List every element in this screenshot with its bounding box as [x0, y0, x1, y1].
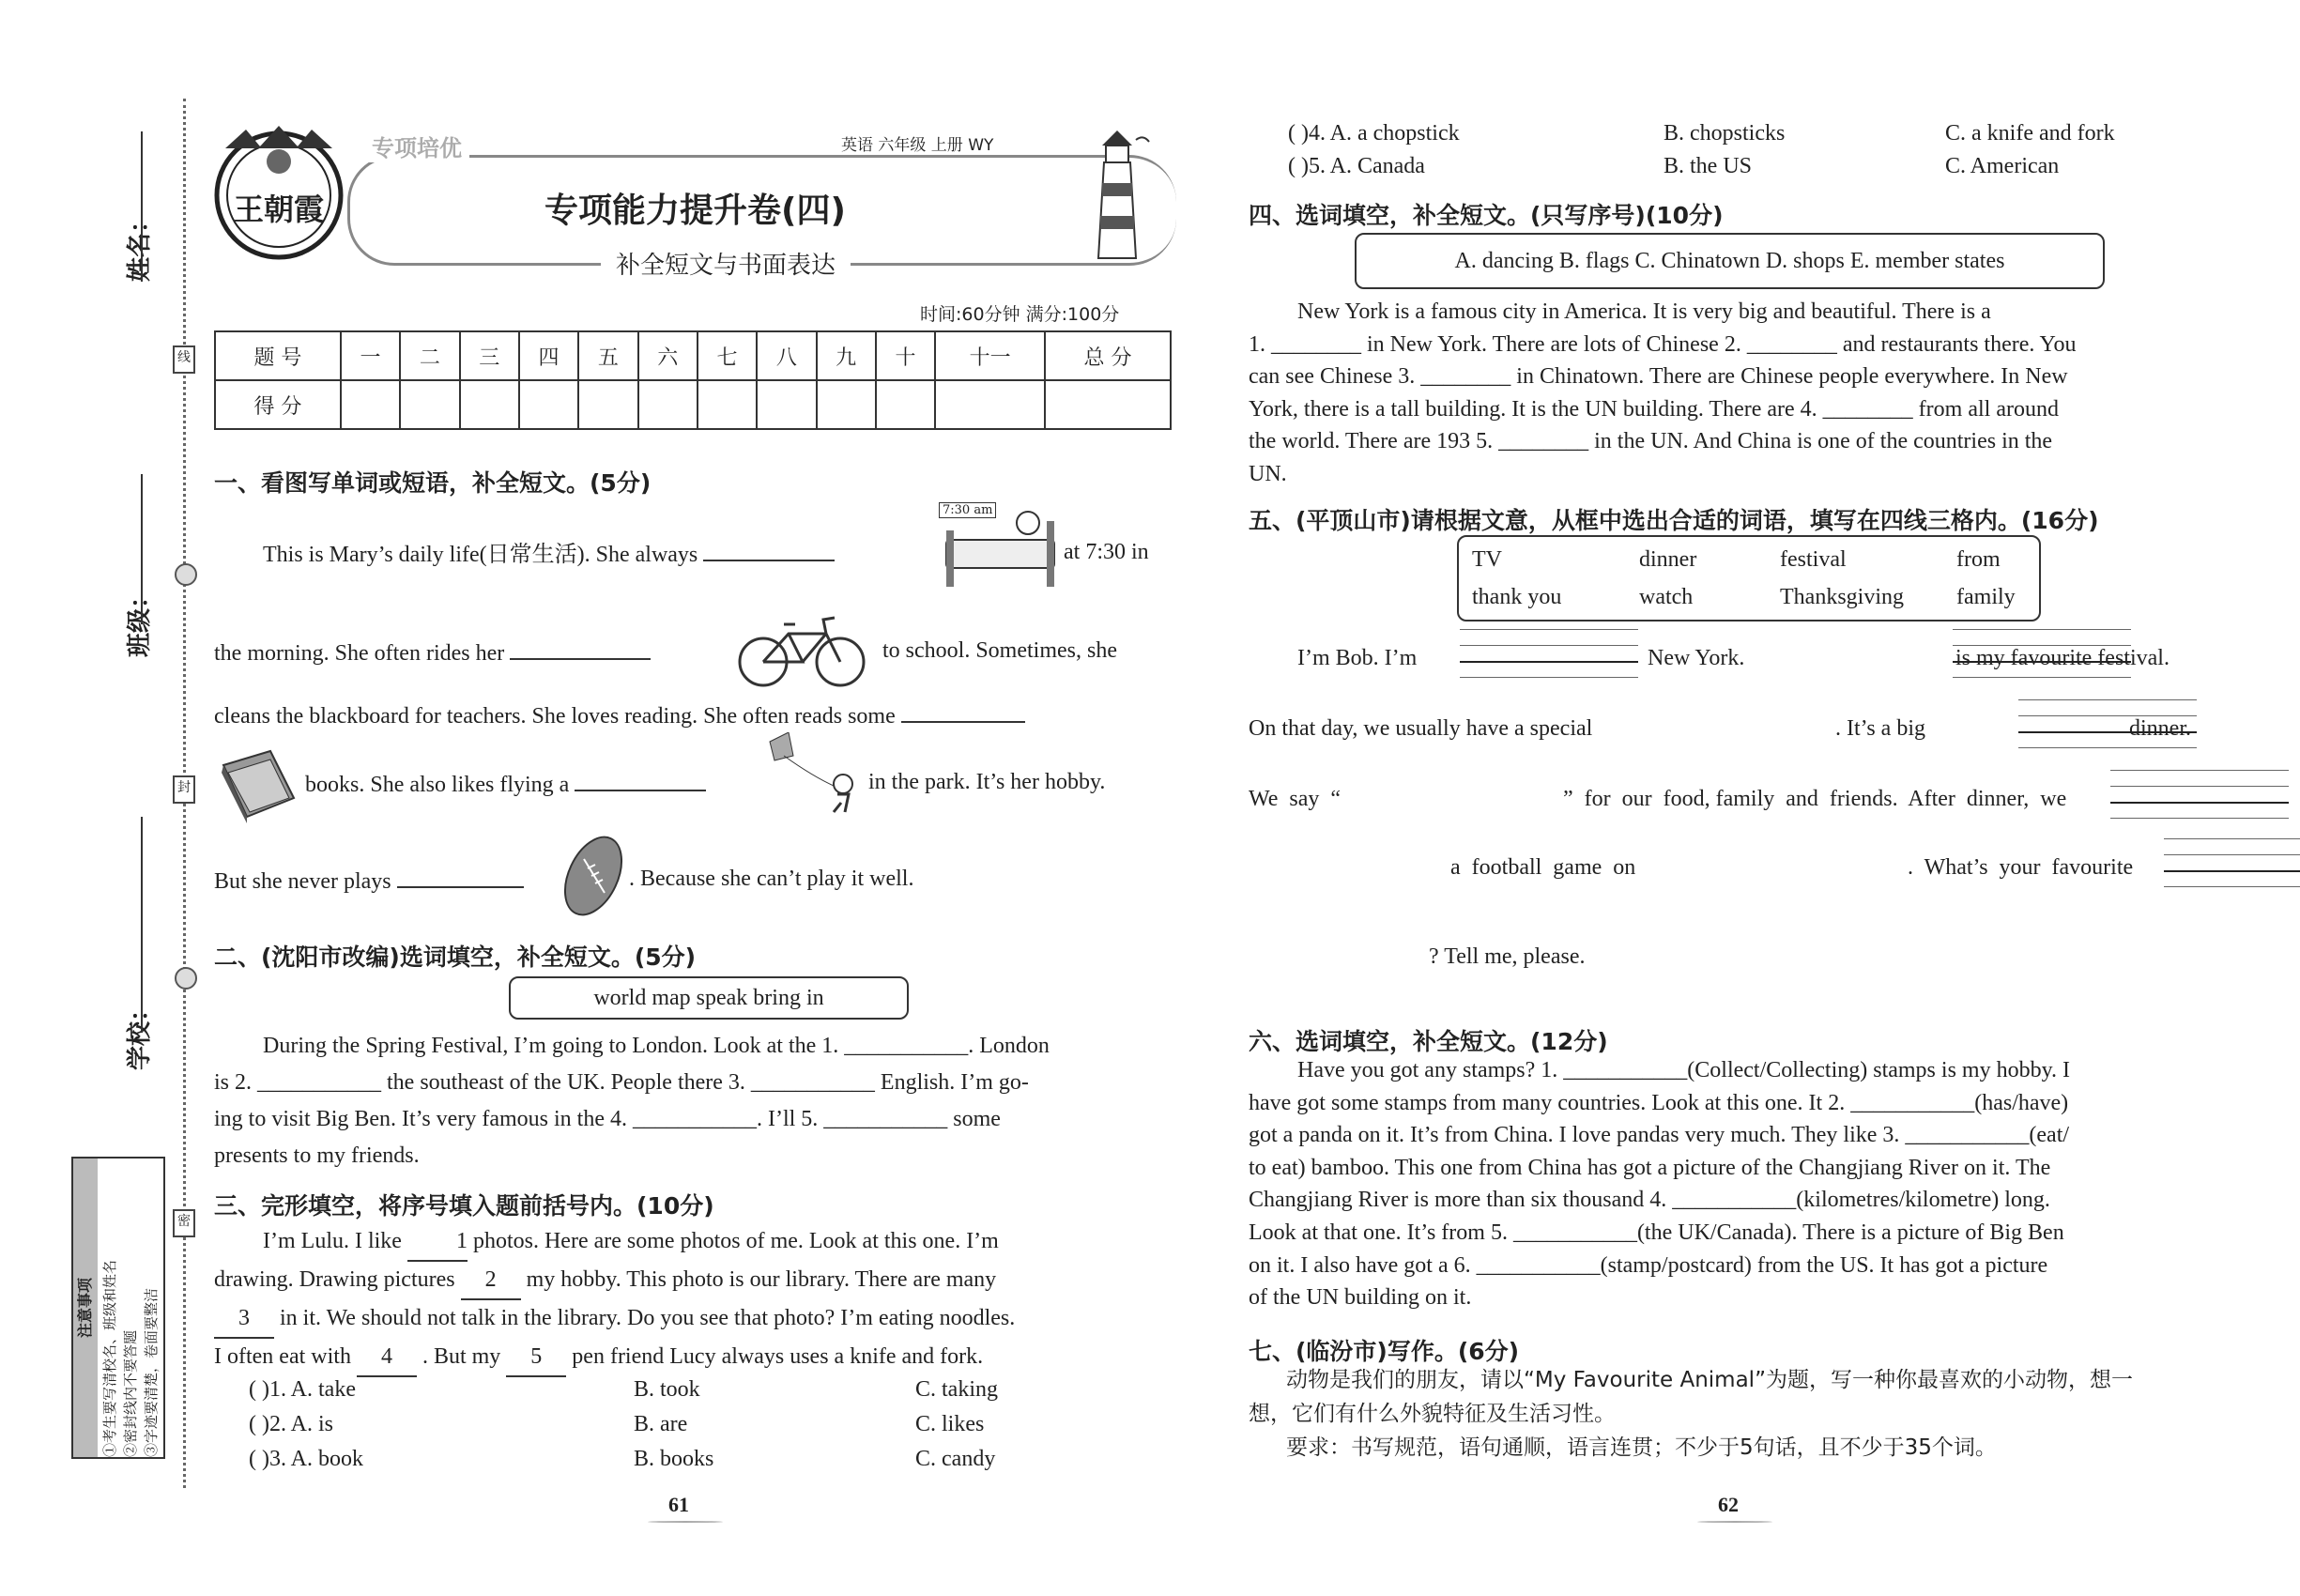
- s7-line: 要求：书写规范，语句通顺，语言连贯；不少于5句话，且不少于35个词。: [1286, 1435, 1997, 1460]
- s7-line: 想，它们有什么外貌特征及生活习性。: [1249, 1402, 1616, 1426]
- score-cell[interactable]: [1045, 380, 1171, 429]
- score-header-cell: 二: [400, 331, 459, 380]
- page-number-ornament-right: [1697, 1521, 1772, 1523]
- name-line[interactable]: [141, 131, 143, 282]
- s1-line4: [305, 765, 706, 802]
- s1-line2-end: to school. Sometimes, she: [882, 638, 1117, 663]
- s3-line-4: I often eat with 4 . But my 5 pen friend Lucy always uses a knife and fork.: [214, 1339, 1172, 1377]
- s5-grid-5[interactable]: [2110, 770, 2289, 822]
- school-line[interactable]: [141, 817, 143, 1033]
- football-picture: [556, 831, 631, 924]
- s2-line: is 2. ___________ the southeast of the UK. People there 3. ___________ English. I’m go-: [214, 1070, 1029, 1095]
- time-score-info: 时间:60分钟 满分:100分: [920, 304, 1120, 325]
- score-cell[interactable]: [460, 380, 519, 429]
- s1-text: But she never plays: [214, 869, 391, 894]
- s3-passage: [214, 1223, 1172, 1377]
- s3-line-3: 3 in it. We should not talk in the library. Do you see that photo? I’m eating noodles.: [214, 1300, 1172, 1339]
- s1-text: cleans the blackboard for teachers. She loves reading. She often reads some: [214, 704, 896, 729]
- page-number-right: 62: [1718, 1493, 1739, 1516]
- score-cell[interactable]: [519, 380, 578, 429]
- s6-line: Have you got any stamps? 1. ___________(Collect/Collecting) stamps is my hobby. I: [1297, 1058, 2071, 1082]
- s5-heading: 五、(平顶山市)请根据文意，从框中选出合适的词语，填写在四线三格内。(16分): [1249, 507, 2099, 534]
- score-cell[interactable]: [400, 380, 459, 429]
- s6-line: got a panda on it. It’s from China. I love pandas very much. They like 3. ___________(eat/: [1249, 1123, 2070, 1148]
- s1-line5: [214, 862, 524, 898]
- score-header-cell: 八: [757, 331, 816, 380]
- s5-text-2: New York.: [1648, 646, 1745, 670]
- bed-picture: [939, 502, 1061, 591]
- s2-line: presents to my friends.: [214, 1143, 420, 1168]
- s5-grid-6[interactable]: [2164, 838, 2300, 891]
- series-label: 专项培优: [364, 130, 469, 162]
- score-cell[interactable]: [876, 380, 935, 429]
- score-header-cell: 七: [698, 331, 757, 380]
- s3-option-row[interactable]: ( )2. A. is B. are C. likes: [249, 1412, 985, 1436]
- s2-word-box: world map speak bring in: [509, 976, 909, 1020]
- score-header-cell: 三: [460, 331, 519, 380]
- s5-text-5: . It’s a big: [1835, 716, 1925, 741]
- note-1: ①考生要写清校名、班级和姓名: [101, 1259, 118, 1457]
- s5-word-box: [1457, 535, 2041, 622]
- binding-hole-2: [175, 967, 197, 990]
- s1-line2: [214, 634, 651, 670]
- s5-word: Thanksgiving: [1780, 585, 1904, 609]
- score-header-cell: 十一: [935, 331, 1045, 380]
- s2-line: During the Spring Festival, I’m going to London. Look at the 1. ___________. London: [263, 1034, 1050, 1058]
- school-label: 学校：: [126, 996, 154, 1070]
- s6-heading: 六、选词填空，补全短文。(12分): [1249, 1028, 1608, 1055]
- score-header-cell: 九: [817, 331, 876, 380]
- s2-heading: 二、(沈阳市改编)选词填空，补全短文。(5分): [214, 944, 697, 971]
- s3-option-row[interactable]: ( )3. A. book B. books C. candy: [249, 1447, 996, 1471]
- notes-box: [71, 1157, 165, 1459]
- s1-line4-end: in the park. It’s her hobby.: [868, 770, 1106, 794]
- page-number-ornament-left: [648, 1521, 723, 1523]
- s5-word: TV: [1472, 547, 1502, 572]
- note-2: ②密封线内不要答题: [122, 1329, 139, 1457]
- class-label: 班级：: [126, 583, 154, 657]
- score-cell[interactable]: [341, 380, 400, 429]
- s4-line: York, there is a tall building. It is the UN building. There are 4. ________ from all around: [1249, 396, 2059, 422]
- score-table: [214, 330, 1172, 430]
- s1-heading: 一、看图写单词或短语，补全短文。(5分): [214, 469, 652, 497]
- s3-options-right: [1288, 117, 2189, 183]
- s2-line: ing to visit Big Ben. It’s very famous in the 4. ___________. I’ll 5. ___________ some: [214, 1107, 1001, 1131]
- s4-passage: [1249, 296, 2206, 490]
- s5-word: from: [1956, 547, 2001, 572]
- s1-blank-5[interactable]: [397, 862, 524, 888]
- brand-logo: [208, 120, 349, 261]
- s2-passage: [214, 1028, 1172, 1174]
- s3-option-row[interactable]: ( )4. A. a chopstick B. chopsticks C. a knife and fork: [1288, 121, 2115, 146]
- score-table-header-row: [215, 331, 1171, 380]
- paper-subtitle: 补全短文与书面表达: [601, 246, 851, 281]
- score-header-cell: 题 号: [215, 331, 341, 380]
- s5-grid-1[interactable]: [1460, 629, 1638, 682]
- s5-text-10: . What’s your favourite: [1908, 855, 2134, 880]
- s1-line3: [214, 697, 1025, 733]
- bicycle-picture: [737, 610, 868, 694]
- s6-line: have got some stamps from many countries. Look at this one. It 2. ___________(has/have): [1249, 1090, 2069, 1115]
- s3-blank-1: 1: [407, 1223, 468, 1262]
- s3-option-row[interactable]: ( )5. A. Canada B. the US C. American: [1288, 154, 2060, 178]
- score-header-cell: 四: [519, 331, 578, 380]
- s6-passage: [1249, 1054, 2206, 1314]
- score-cell[interactable]: [698, 380, 757, 429]
- score-cell[interactable]: [638, 380, 698, 429]
- s1-line5-end: . Because she can’t play it well.: [629, 867, 914, 891]
- s6-line: Look at that one. It’s from 5. ___________(the UK/Canada). There is a picture of Big Ben: [1249, 1220, 2064, 1245]
- score-cell[interactable]: [817, 380, 876, 429]
- seal-mark-2: 封: [173, 775, 195, 804]
- s3-line-1: I’m Lulu. I like 1 photos. Here are some photos of me. Look at this one. I’m: [214, 1223, 1172, 1262]
- s6-line: on it. I also have got a 6. ___________(stamp/postcard) from the US. It has got a picture: [1249, 1252, 2048, 1278]
- s3-heading: 三、完形填空，将序号填入题前括号内。(10分): [214, 1192, 714, 1220]
- clock-label: 7:30 am: [939, 502, 996, 518]
- seal-mark-1: 线: [173, 345, 195, 374]
- logo-text: 王朝霞: [233, 192, 324, 227]
- score-table-score-row: [215, 380, 1171, 429]
- score-cell[interactable]: [757, 380, 816, 429]
- s5-text-11: ? Tell me, please.: [1429, 944, 1586, 969]
- s5-text-8: ” for our food, family and friends. After dinner, we: [1563, 787, 2067, 811]
- class-line[interactable]: [141, 474, 143, 624]
- s5-text-6: dinner.: [2129, 716, 2191, 741]
- s5-text-3: is my favourite festival.: [1955, 646, 2170, 670]
- book-picture: [214, 746, 299, 830]
- kite-picture: [751, 732, 864, 821]
- s3-blank-4: 4: [357, 1339, 417, 1377]
- s5-text-1: I’m Bob. I’m: [1297, 646, 1418, 670]
- notes-title: 注意事项: [73, 1159, 98, 1457]
- s3-blank-3: 3: [214, 1300, 274, 1339]
- s5-word: thank you: [1472, 585, 1562, 609]
- s1-text: This is Mary’s daily life(日常生活). She always: [263, 543, 698, 567]
- score-header-cell: 总 分: [1045, 331, 1171, 380]
- score-cell[interactable]: [935, 380, 1045, 429]
- s1-text: the morning. She often rides her: [214, 641, 505, 666]
- s6-line: Changjiang River is more than six thousand 4. ___________(kilometres/kilometre) long.: [1249, 1188, 2050, 1213]
- s4-line: New York is a famous city in America. It is very big and beautiful. There is a: [1297, 299, 1991, 324]
- s5-text-9: a football game on: [1450, 855, 1636, 880]
- s6-line: to eat) bamboo. This one from China has got a picture of the Changjiang River on it. The: [1249, 1155, 2051, 1180]
- s4-word-box: A. dancing B. flags C. Chinatown D. shops E. member states: [1355, 233, 2105, 289]
- s3-blank-5: 5: [506, 1339, 566, 1377]
- s4-line: UN.: [1249, 461, 1287, 486]
- s5-word: watch: [1639, 585, 1694, 609]
- page-number-left: 61: [668, 1493, 689, 1516]
- seal-mark-3: 密: [173, 1209, 195, 1237]
- score-header-cell: 十: [876, 331, 935, 380]
- notes-text: [100, 1159, 161, 1457]
- book-meta: 英语 六年级 上册 WY: [836, 131, 999, 155]
- score-header-cell: 五: [578, 331, 637, 380]
- s1-blank-1[interactable]: [703, 535, 835, 561]
- score-row-label: 得 分: [215, 380, 341, 429]
- s5-word: festival: [1780, 547, 1847, 572]
- s5-text-7: We say “: [1249, 787, 1342, 811]
- s5-text-4: On that day, we usually have a special: [1249, 716, 1593, 741]
- s1-blank-2[interactable]: [510, 634, 651, 660]
- s1-line1-end: at 7:30 in: [1064, 540, 1149, 564]
- name-label: 姓名：: [126, 207, 154, 282]
- s5-word: family: [1956, 585, 2016, 609]
- s7-line: 动物是我们的朋友，请以“My Favourite Animal”为题，写一种你最喜欢的小动物，想一: [1286, 1368, 2133, 1392]
- s3-blank-2: 2: [461, 1262, 521, 1300]
- score-header-cell: 六: [638, 331, 698, 380]
- binding-hole-1: [175, 563, 197, 586]
- score-cell[interactable]: [578, 380, 637, 429]
- s1-blank-4[interactable]: [575, 765, 706, 791]
- s7-instructions: [1249, 1363, 2206, 1465]
- s3-options-left: [249, 1373, 1150, 1477]
- score-header-cell: 一: [341, 331, 400, 380]
- s3-line-2: drawing. Drawing pictures 2 my hobby. This photo is our library. There are many: [214, 1262, 1172, 1300]
- s4-line: can see Chinese 3. ________ in Chinatown. There are Chinese people everywhere. In New: [1249, 364, 2068, 389]
- s4-line: 1. ________ in New York. There are lots of Chinese 2. ________ and restaurants there. You: [1249, 331, 2077, 357]
- lighthouse-icon: [1080, 127, 1155, 271]
- s3-option-row[interactable]: ( )1. A. take B. took C. taking: [249, 1377, 998, 1402]
- s7-heading: 七、(临汾市)写作。(6分): [1249, 1338, 1520, 1365]
- note-3: ③字迹要清楚，卷面要整洁: [143, 1287, 160, 1457]
- s4-heading: 四、选词填空，补全短文。(只写序号)(10分): [1249, 202, 1724, 229]
- s6-line: of the UN building on it.: [1249, 1285, 1472, 1311]
- paper-title: 专项能力提升卷(四): [544, 192, 846, 230]
- s1-blank-3[interactable]: [901, 697, 1025, 723]
- s1-text: books. She also likes flying a: [305, 773, 570, 797]
- s5-word: dinner: [1639, 547, 1697, 572]
- s4-line: the world. There are 193 5. ________ in the UN. And China is one of the countries in the: [1249, 429, 2053, 453]
